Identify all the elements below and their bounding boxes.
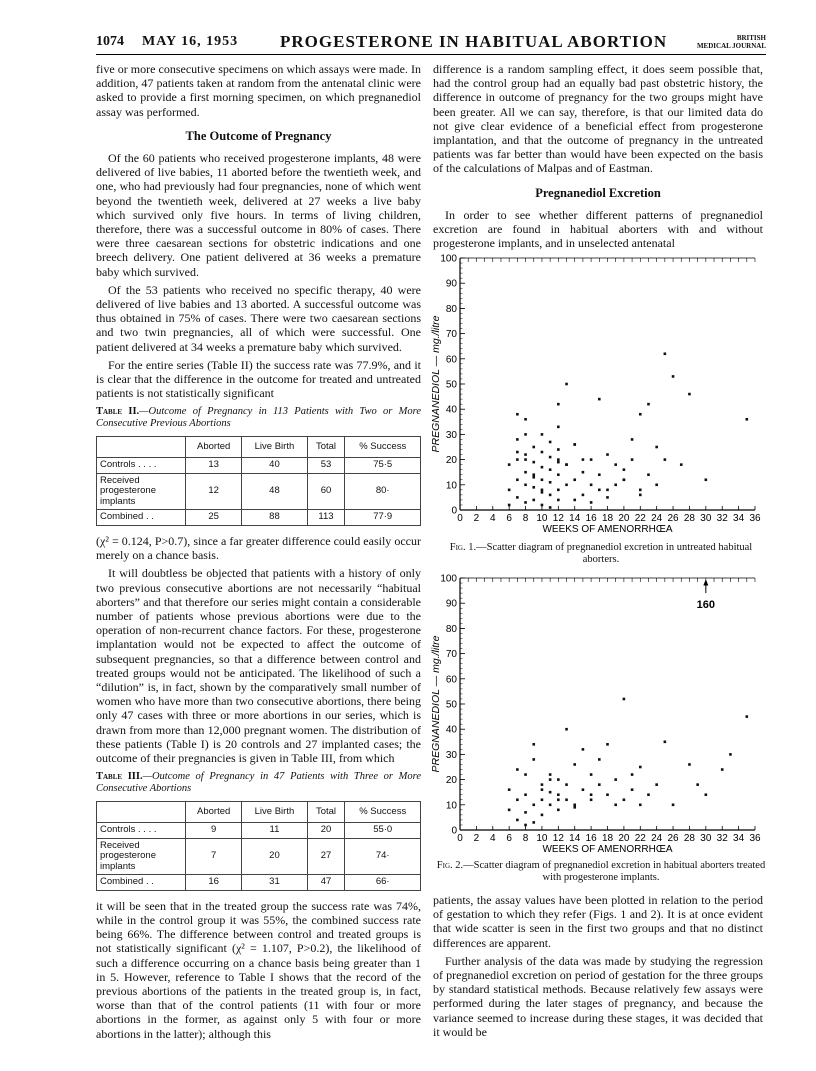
y-tick-label: 50	[445, 379, 457, 391]
table-header-cell: Live Birth	[242, 802, 307, 823]
data-point	[549, 481, 552, 484]
y-tick-label: 0	[451, 825, 457, 837]
data-point	[565, 463, 568, 466]
data-point	[655, 484, 658, 487]
y-tick-label: 50	[445, 699, 457, 711]
paragraph: It will doubtless be objected that patients with a history of only two previous consecutive abortions are not necessarily “habitual aborters” and that therefore our series might contain a considerable number of patients whose previous abortions were due to the operation of non-recurrent chance factors. For these, progesterone implantation would not be expected to affect the outcome of subsequent pregnancies, so that a difference between control and treated groups would not be anticipated. The likelihood of such a “dilution” is, in fact, shown by the comparatively small number of women who have more than two consecutive abortions, there being only 47 cases with three or more abortions in our series, which is drawn from more than 12,000 pregnant women. The distribution of these patients (Table I) is 20 controls and 27 implanted cases; the outcome of their pregnancies is given in Table III, from which	[96, 566, 421, 766]
y-axis-label: PREGNANEDIOL — mg./litre	[430, 635, 442, 773]
data-point	[557, 426, 560, 429]
x-tick-label: 36	[749, 833, 761, 844]
data-point	[565, 783, 568, 786]
x-tick-label: 24	[651, 833, 663, 844]
data-point	[532, 446, 535, 449]
x-tick-label: 26	[667, 833, 679, 844]
x-tick-label: 10	[536, 513, 548, 524]
data-point	[541, 814, 544, 817]
y-tick-label: 40	[445, 404, 457, 416]
figure-2-plot	[428, 572, 768, 860]
y-tick-label: 10	[445, 800, 457, 812]
paragraph: (χ² = 0.124, P>0.7), since a far greater difference could easily occur merely on a chance basis.	[96, 533, 421, 563]
data-point	[565, 798, 568, 801]
right-column-top	[433, 62, 763, 254]
data-point	[557, 403, 560, 406]
data-point	[508, 463, 511, 466]
data-point	[639, 766, 642, 769]
table-header-cell: Total	[307, 437, 345, 458]
x-tick-label: 18	[601, 513, 614, 524]
table-row: Controls . . . . 13 40 53 75·5	[97, 458, 421, 474]
data-point	[705, 793, 708, 796]
data-point	[516, 768, 519, 771]
paragraph: difference is a random sampling effect, it does seem possible that, had the control group had an equally bad past obstetric history, the difference in outcome of pregnancy for the two groups might have been greater. All we can say, therefore, is that our limited data do not give clear evidence of a beneficial effect from progesterone implantation, and that the outcome of pregnancy in the untreated patients was far better than would have been expected on the basis of the calculations of Malpas and of Eastman.	[433, 62, 763, 176]
data-point	[623, 798, 626, 801]
data-point	[696, 783, 699, 786]
y-axis-label: PREGNANEDIOL — mg./litre	[430, 315, 442, 453]
x-tick-label: 32	[716, 833, 728, 844]
data-point	[565, 383, 568, 386]
table-header-cell: Total	[307, 802, 345, 823]
data-point	[639, 804, 642, 807]
x-tick-label: 14	[569, 833, 581, 844]
table-header-cell: % Success	[345, 802, 421, 823]
y-tick-label: 100	[440, 253, 457, 265]
running-title: PROGESTERONE IN HABITUAL ABORTION	[280, 32, 668, 51]
paragraph: patients, the assay values have been plotted in relation to the period of gestation to which they refer (Figs. 1 and 2). It is at once evident that wide scatter is seen in the first two groups and that no distinct differences are apparent.	[433, 893, 763, 950]
data-point	[557, 489, 560, 492]
data-point	[532, 804, 535, 807]
x-tick-label: 18	[601, 833, 614, 844]
data-point	[623, 698, 626, 701]
x-tick-label: 36	[749, 513, 761, 524]
data-point	[639, 489, 642, 492]
offscale-arrowhead	[703, 579, 708, 585]
data-point	[516, 458, 519, 461]
data-point	[606, 793, 609, 796]
data-point	[631, 438, 634, 441]
data-point	[549, 778, 552, 781]
table-header-cell	[97, 437, 186, 458]
x-tick-label: 12	[552, 513, 564, 524]
data-point	[598, 783, 601, 786]
journal-name: BRITISH MEDICAL JOURNAL	[696, 34, 766, 50]
data-point	[565, 728, 568, 731]
data-point	[573, 804, 576, 807]
data-point	[606, 489, 609, 492]
data-point	[590, 458, 593, 461]
table-row: Combined . . 16 31 47 66·	[97, 875, 421, 891]
data-point	[623, 478, 626, 481]
figure-1-caption: Fig. 1.—Scatter diagram of pregnanediol excretion in untreated habitual aborters.	[449, 542, 753, 565]
data-point	[606, 496, 609, 499]
data-point	[541, 451, 544, 454]
data-point	[647, 793, 650, 796]
y-tick-label: 0	[451, 505, 457, 517]
data-point	[541, 491, 544, 494]
y-tick-label: 30	[445, 429, 457, 441]
table2	[96, 436, 421, 526]
data-point	[606, 453, 609, 456]
x-tick-label: 32	[716, 513, 728, 524]
x-tick-label: 8	[522, 833, 529, 844]
data-point	[614, 778, 617, 781]
data-point	[590, 798, 593, 801]
x-tick-label: 16	[585, 513, 597, 524]
data-point	[516, 478, 519, 481]
x-tick-label: 6	[506, 513, 512, 524]
x-tick-label: 22	[634, 513, 646, 524]
table-row: Combined . . 25 88 113 77·9	[97, 510, 421, 526]
data-point	[557, 809, 560, 812]
data-point	[557, 798, 560, 801]
data-point	[549, 804, 552, 807]
data-point	[524, 471, 527, 474]
y-tick-label: 10	[445, 480, 457, 492]
data-point	[557, 499, 560, 502]
data-point	[746, 715, 749, 718]
data-point	[664, 741, 667, 744]
y-tick-label: 90	[445, 598, 457, 610]
data-point	[532, 821, 535, 824]
data-point	[541, 783, 544, 786]
x-tick-label: 2	[473, 833, 480, 844]
data-point	[557, 461, 560, 464]
data-point	[532, 461, 535, 464]
table2-caption: Table II.—Outcome of Pregnancy in 113 Patients with Two or More Consecutive Previous Abortions	[96, 406, 421, 430]
data-point	[516, 438, 519, 441]
data-point	[647, 403, 650, 406]
data-point	[524, 501, 527, 504]
data-point	[590, 773, 593, 776]
data-point	[532, 476, 535, 479]
data-point	[672, 804, 675, 807]
x-tick-label: 20	[618, 833, 630, 844]
data-point	[639, 494, 642, 497]
data-point	[557, 793, 560, 796]
data-point	[598, 489, 601, 492]
data-point	[582, 748, 585, 751]
data-point	[549, 456, 552, 459]
data-point	[598, 473, 601, 476]
data-point	[573, 443, 576, 446]
data-point	[516, 819, 519, 822]
data-point	[631, 458, 634, 461]
data-point	[721, 768, 724, 771]
data-point	[631, 773, 634, 776]
x-tick-label: 20	[618, 513, 630, 524]
x-tick-label: 24	[651, 513, 663, 524]
y-tick-label: 90	[445, 278, 457, 290]
data-point	[582, 471, 585, 474]
x-tick-label: 30	[700, 833, 712, 844]
data-point	[729, 753, 732, 756]
table-header-cell: Live Birth	[242, 437, 307, 458]
x-tick-label: 14	[569, 513, 581, 524]
table3	[96, 801, 421, 891]
data-point	[655, 446, 658, 449]
y-tick-label: 80	[445, 303, 457, 315]
data-point	[524, 484, 527, 487]
y-tick-label: 100	[440, 573, 457, 585]
x-tick-label: 12	[552, 833, 564, 844]
data-point	[598, 758, 601, 761]
data-point	[557, 778, 560, 781]
paragraph: five or more consecutive specimens on which assays were made. In addition, 47 patients taken at random from the antenatal clinic were asked to provide a first morning specimen, on which pregnanediol assay was performed.	[96, 62, 421, 119]
table-header-cell	[97, 802, 186, 823]
data-point	[524, 433, 527, 436]
data-point	[573, 478, 576, 481]
data-point	[598, 398, 601, 401]
data-point	[524, 418, 527, 421]
x-tick-label: 28	[683, 513, 696, 524]
data-point	[541, 466, 544, 469]
data-point	[541, 504, 544, 507]
data-point	[664, 458, 667, 461]
data-point	[549, 494, 552, 497]
table-header-cell: Aborted	[186, 437, 242, 458]
data-point	[590, 484, 593, 487]
y-tick-label: 20	[445, 775, 457, 787]
data-point	[680, 463, 683, 466]
table3-caption: Table III.—Outcome of Pregnancy in 47 Patients with Three or More Consecutive Abortions	[96, 771, 421, 795]
data-point	[655, 783, 658, 786]
figure-1-plot	[428, 252, 768, 540]
data-point	[590, 501, 593, 504]
data-point	[565, 484, 568, 487]
offscale-annotation: 160	[696, 599, 716, 612]
data-point	[573, 763, 576, 766]
x-tick-label: 0	[457, 833, 463, 844]
x-axis-label: WEEKS OF AMENORRHŒA	[542, 844, 673, 855]
data-point	[541, 798, 544, 801]
table-row: Received progesterone implants 7 20 27 74·	[97, 838, 421, 875]
data-point	[557, 448, 560, 451]
paragraph: it will be seen that in the treated group the success rate was 74%, while in the control group it was 55%, the combined success rate being 66%. The difference between control and treated groups is not statistically significant (χ² = 1.107, P>0.2), the likelihood of such a difference occurring on a chance basis being greater than 1 in 5. However, reference to Table I shows that the record of the previous abortions of the patients in the treated group is, in fact, worse than that of the control patients (11 with four or more abortions in the former, as against only 5 with four or more abortions in the latter); although this	[96, 898, 421, 1041]
data-point	[516, 496, 519, 499]
data-point	[606, 743, 609, 746]
x-tick-label: 4	[489, 513, 496, 524]
data-point	[549, 506, 552, 509]
table-row: Received progesterone implants 12 48 60 80·	[97, 473, 421, 510]
data-point	[549, 791, 552, 794]
x-tick-label: 30	[700, 513, 712, 524]
data-point	[582, 788, 585, 791]
data-point	[532, 473, 535, 476]
data-point	[508, 809, 511, 812]
data-point	[614, 484, 617, 487]
data-point	[508, 788, 511, 791]
x-tick-label: 34	[733, 833, 745, 844]
data-point	[688, 763, 691, 766]
data-point	[672, 375, 675, 378]
data-point	[524, 793, 527, 796]
data-point	[688, 393, 691, 396]
x-tick-label: 10	[536, 833, 548, 844]
data-point	[639, 413, 642, 416]
data-point	[541, 489, 544, 492]
data-point	[524, 773, 527, 776]
x-tick-label: 26	[667, 513, 679, 524]
table-row: Controls . . . . 9 11 20 55·0	[97, 823, 421, 839]
data-point	[541, 478, 544, 481]
x-tick-label: 2	[473, 513, 480, 524]
page-number: 1074	[96, 34, 124, 49]
data-point	[524, 811, 527, 814]
paragraph: Of the 60 patients who received progesterone implants, 48 were delivered of live babies, 11 aborted before the twentieth week, and one, who had previously had four pregnancies, none of which went beyond the twentieth week, delivered at 27 weeks a live baby which survived only five hours. In terms of living children, therefore, there was a successful outcome in 80% of cases. There were three caesarean sections for obstetric indications and one breech delivery. One patient delivered at 36 weeks a premature baby which survived.	[96, 151, 421, 279]
paragraph: In order to see whether different patterns of pregnanediol excretion are found in habitual aborters with and without progesterone implants, and in unselected antenatal	[433, 207, 763, 251]
data-point	[541, 788, 544, 791]
data-point	[557, 458, 560, 461]
page-header	[96, 30, 766, 56]
y-tick-label: 60	[445, 674, 457, 686]
y-tick-label: 70	[445, 649, 457, 661]
data-point	[573, 806, 576, 809]
section-heading: The Outcome of Pregnancy	[185, 128, 332, 143]
data-point	[582, 494, 585, 497]
paragraph: Further analysis of the data was made by studying the regression of pregnanediol excretion on period of gestation for the three groups by standard statistical methods. Because relatively few assays were performed during the later stages of pregnancy, and because the variance seemed to increase during these stages, it was decided that it would be	[433, 953, 763, 1039]
data-point	[524, 824, 527, 827]
x-tick-label: 6	[506, 833, 512, 844]
paragraph: For the entire series (Table II) the success rate was 77.9%, and it is clear that the difference in the outcome for treated and untreated patients is not statistically significant	[96, 357, 421, 401]
data-point	[573, 499, 576, 502]
table-header-cell: Aborted	[186, 802, 242, 823]
data-point	[557, 473, 560, 476]
data-point	[516, 798, 519, 801]
data-point	[524, 458, 527, 461]
data-point	[549, 468, 552, 471]
right-column-bottom	[433, 893, 763, 1043]
data-point	[623, 468, 626, 471]
data-point	[549, 773, 552, 776]
x-tick-label: 28	[683, 833, 696, 844]
data-point	[508, 504, 511, 507]
data-point	[524, 453, 527, 456]
data-point	[582, 458, 585, 461]
figure-2	[428, 572, 768, 860]
data-point	[516, 413, 519, 416]
x-tick-label: 4	[489, 833, 496, 844]
data-point	[746, 418, 749, 421]
y-tick-label: 20	[445, 455, 457, 467]
data-point	[541, 433, 544, 436]
data-point	[516, 451, 519, 454]
left-column	[96, 62, 421, 1045]
section-heading: Pregnanediol Excretion	[535, 185, 661, 200]
x-tick-label: 16	[585, 833, 597, 844]
paragraph: Of the 53 patients who received no specific therapy, 40 were delivered of live babies and 13 aborted. A successful outcome was thus obtained in 75% of cases. There were two caesarean sections and two twin pregnancies, all of which were successful. One patient delivered at 34 weeks a premature baby which survived.	[96, 282, 421, 354]
x-axis-label: WEEKS OF AMENORRHŒA	[542, 524, 673, 535]
data-point	[549, 441, 552, 444]
x-tick-label: 22	[634, 833, 646, 844]
x-tick-label: 34	[733, 513, 745, 524]
data-point	[532, 743, 535, 746]
data-point	[614, 463, 617, 466]
data-point	[532, 499, 535, 502]
data-point	[590, 793, 593, 796]
data-point	[614, 804, 617, 807]
header-rule	[96, 54, 766, 55]
data-point	[631, 788, 634, 791]
x-tick-label: 0	[457, 513, 463, 524]
figure-2-caption: Fig. 2.—Scatter diagram of pregnanediol excretion in habitual aborters treated with progesterone implants.	[436, 860, 766, 883]
figure-1	[428, 252, 768, 540]
data-point	[664, 352, 667, 355]
x-tick-label: 8	[522, 513, 529, 524]
data-point	[647, 473, 650, 476]
table-header-cell: % Success	[345, 437, 421, 458]
y-tick-label: 70	[445, 329, 457, 341]
y-tick-label: 80	[445, 623, 457, 635]
data-point	[532, 486, 535, 489]
y-tick-label: 40	[445, 724, 457, 736]
data-point	[705, 478, 708, 481]
y-tick-label: 60	[445, 354, 457, 366]
issue-date: MAY 16, 1953	[142, 34, 239, 49]
data-point	[532, 758, 535, 761]
y-tick-label: 30	[445, 749, 457, 761]
data-point	[508, 489, 511, 492]
